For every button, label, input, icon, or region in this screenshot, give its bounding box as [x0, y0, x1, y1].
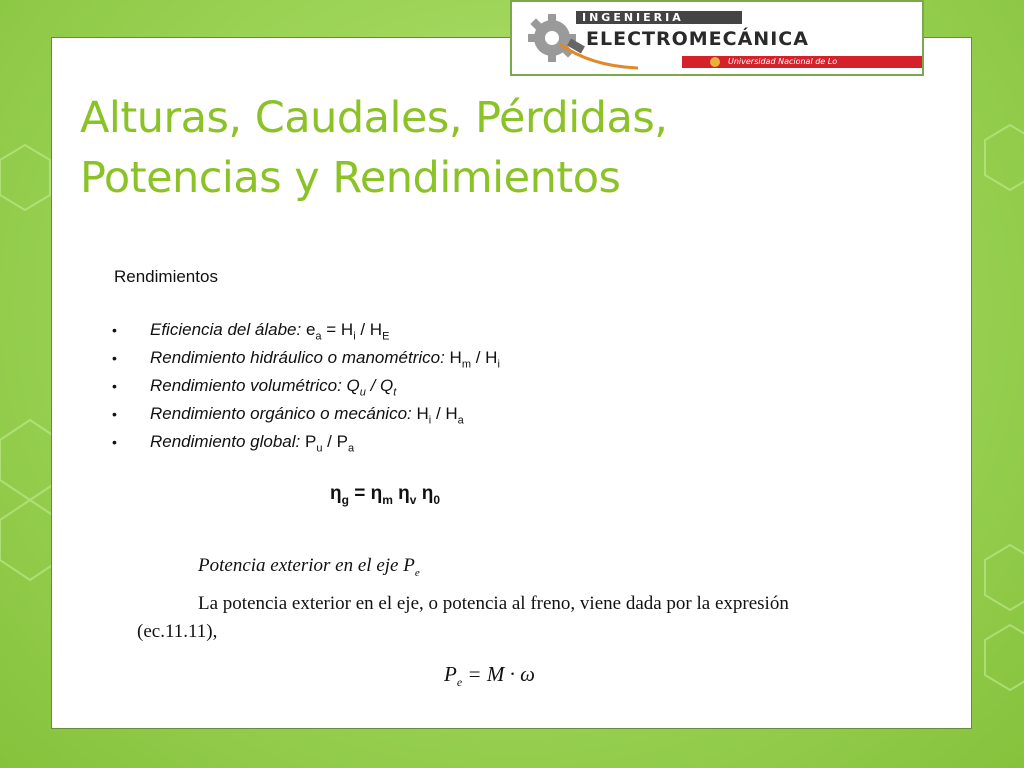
- bullet-label: Rendimiento volumétrico:: [150, 376, 342, 395]
- power-heading-text: Potencia exterior en el eje P: [198, 555, 415, 576]
- bullet-expression: $P_u / P_a$: [300, 432, 355, 455]
- power-section-heading: [198, 555, 420, 579]
- section-heading-rendimientos: Rendimientos: [114, 267, 218, 286]
- power-paragraph-text: La potencia exterior en el eje, o potencia al freno, viene dada por la expresión (ec.11.11),: [137, 593, 789, 642]
- bullet-label: Rendimiento orgánico o mecánico:: [150, 404, 412, 423]
- logo-strip-text: Universidad Nacional de Lo: [728, 57, 838, 66]
- bullet-dot: •: [112, 350, 117, 366]
- logo-university-strip: [682, 56, 924, 68]
- power-heading-subscript: e: [414, 566, 420, 579]
- bullet-dot: •: [112, 378, 117, 394]
- bullet-item: [112, 346, 500, 374]
- bullet-item: [112, 374, 500, 402]
- bullet-label: Rendimiento global:: [150, 432, 301, 451]
- efficiency-bullet-list: [112, 318, 500, 458]
- bullet-item: [112, 402, 500, 430]
- university-logo: [510, 0, 924, 76]
- university-seal-icon: [710, 57, 720, 67]
- bullet-label: Rendimiento hidráulico o manométrico:: [150, 348, 445, 367]
- slide-title: [80, 88, 780, 208]
- bullet-label: Eficiencia del álabe:: [150, 320, 302, 339]
- bullet-expression: $Q_u / Q_t$: [341, 376, 397, 399]
- bullet-dot: •: [112, 434, 117, 450]
- bullet-dot: •: [112, 406, 117, 422]
- logo-top-text: INGENIERIA: [576, 11, 742, 24]
- power-section-paragraph: [137, 590, 857, 646]
- bullet-dot: •: [112, 322, 117, 338]
- bullet-item: [112, 318, 500, 346]
- global-efficiency-formula: $\eta_g = \eta_m$ $\eta_v$ $\eta_0$: [330, 483, 441, 507]
- bullet-expression: $H_i / H_a$: [411, 404, 464, 427]
- slide-title-line-1: Alturas, Caudales, Pérdidas,: [80, 93, 668, 143]
- logo-main-text: ELECTROMECÁNICA: [586, 28, 809, 50]
- bullet-expression: $e_a = H_i / H_E$: [301, 320, 390, 343]
- slide-title-line-2: Potencias y Rendimientos: [80, 153, 621, 203]
- shaft-power-formula: $P_e = M \cdot \omega$: [444, 662, 535, 690]
- bullet-expression: $H_m / H_i$: [444, 348, 500, 371]
- bullet-item: [112, 430, 500, 458]
